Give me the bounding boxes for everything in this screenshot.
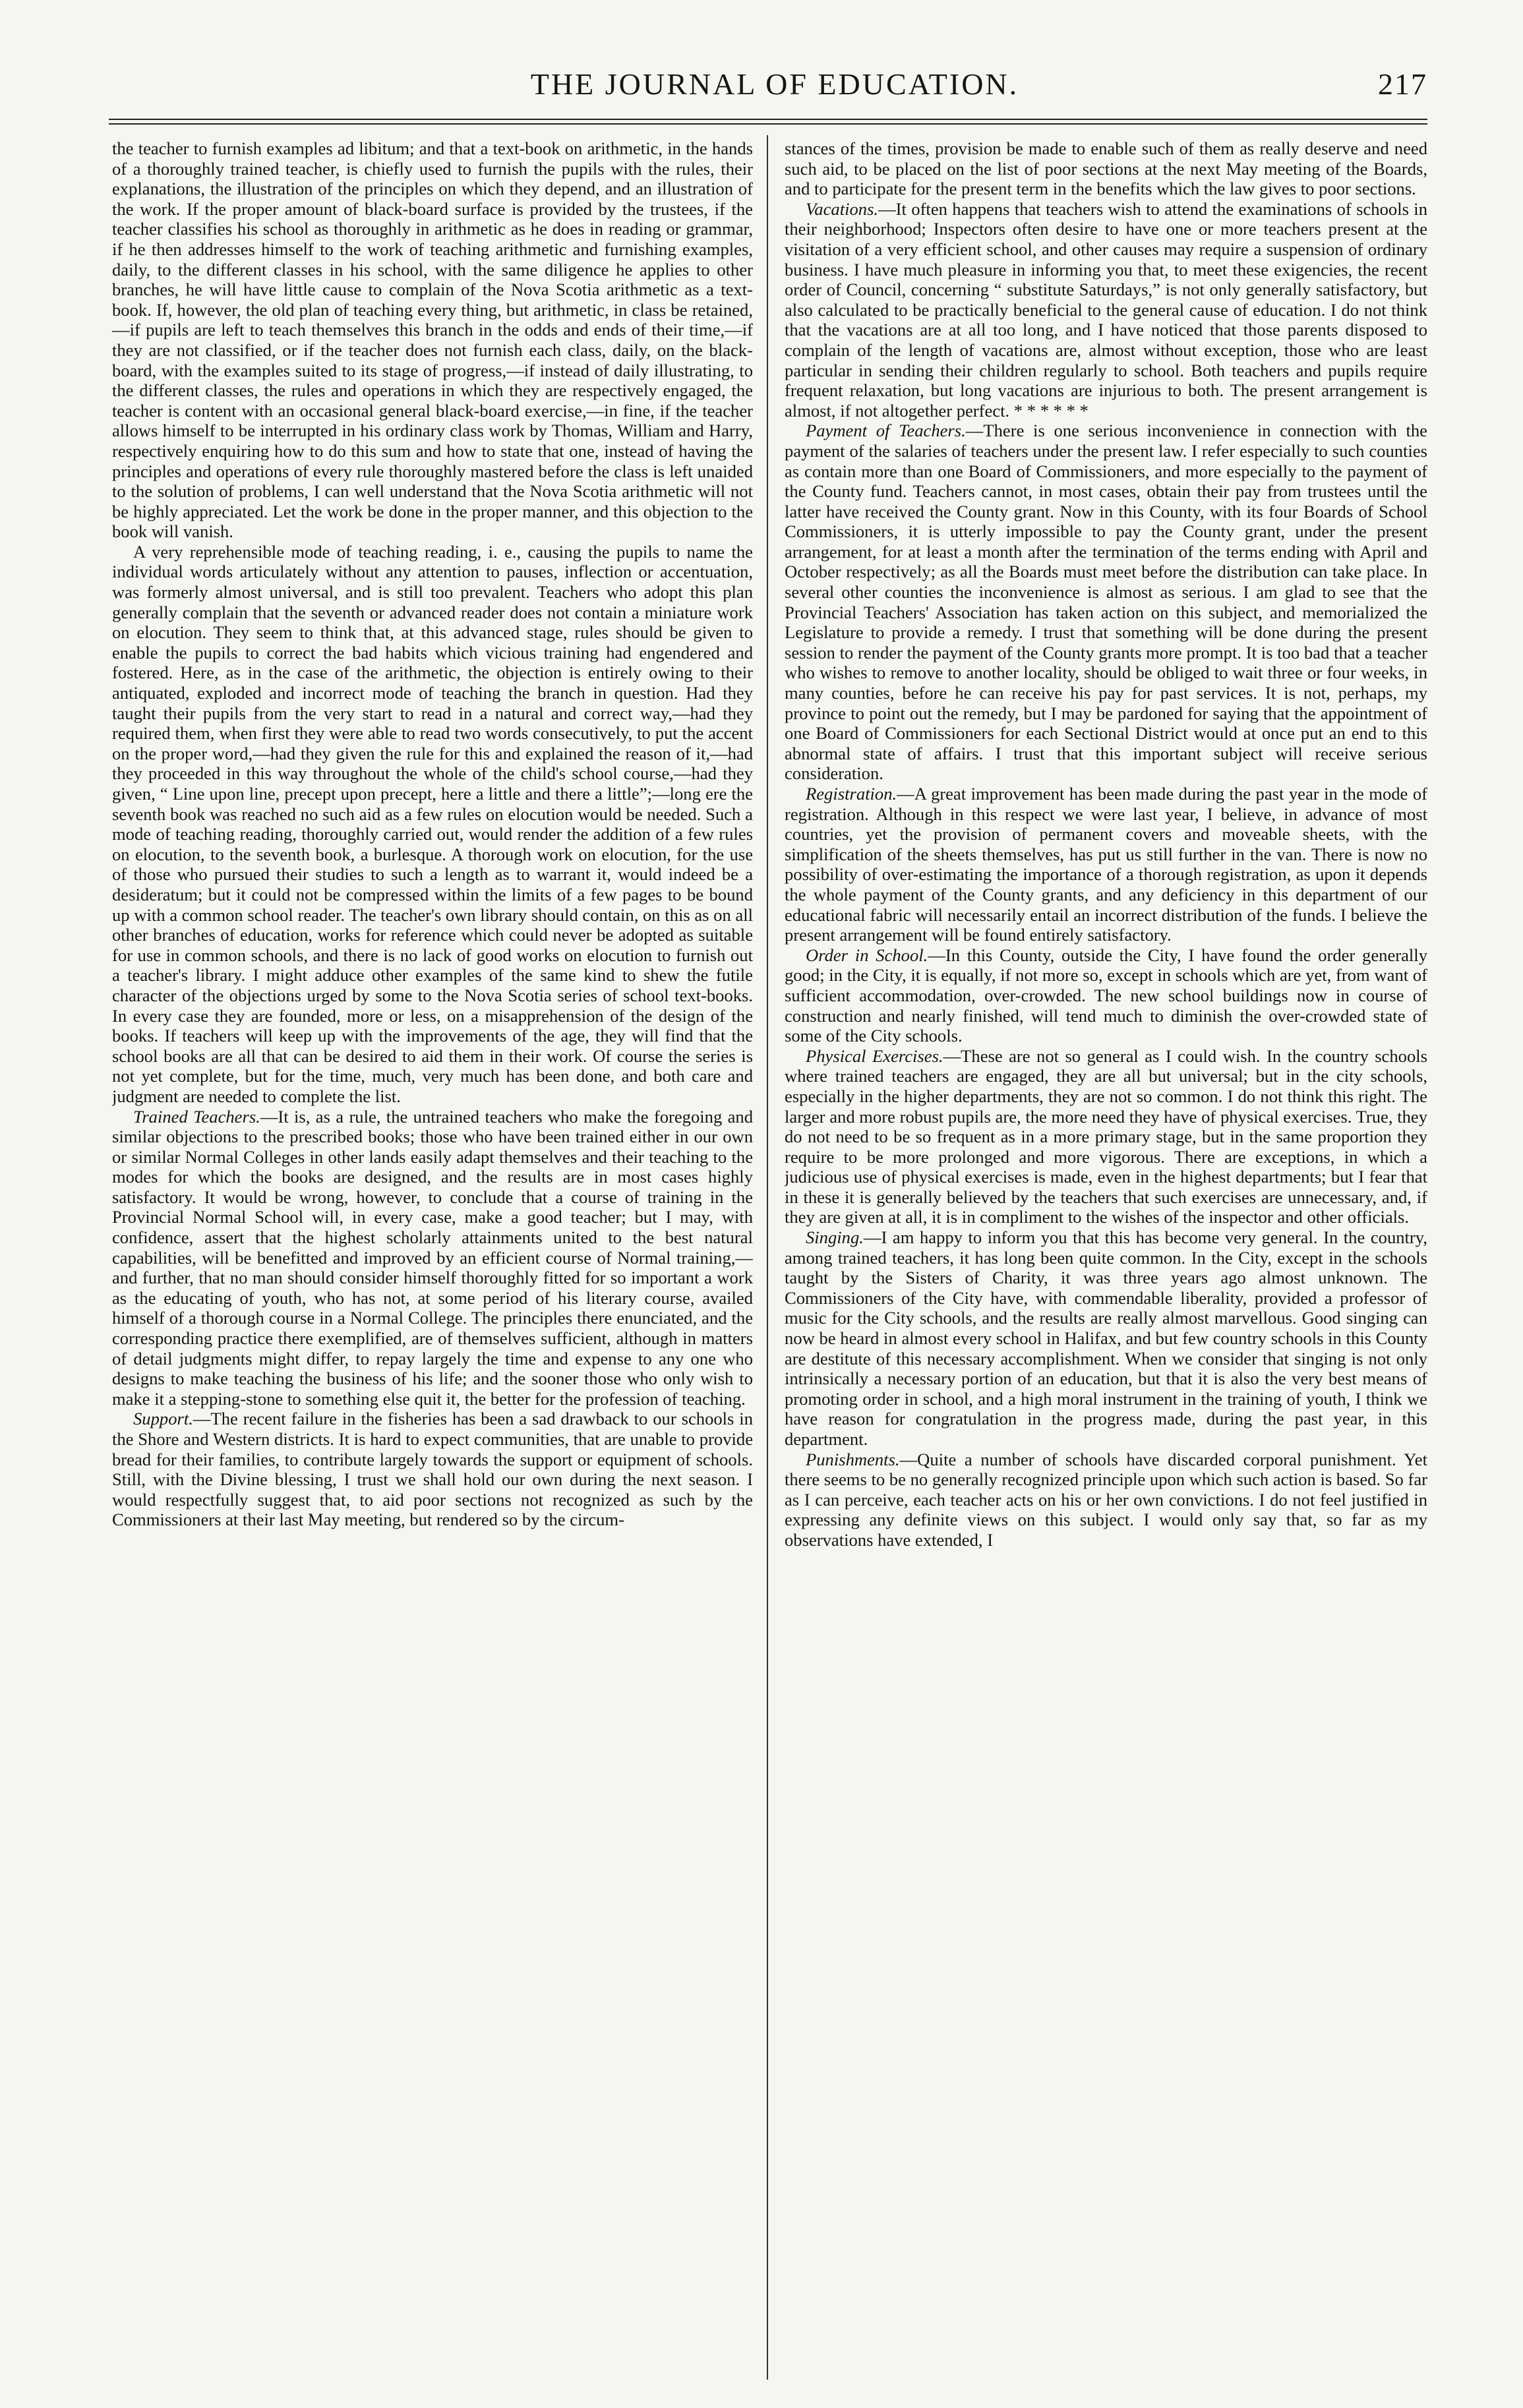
paragraph-heading: Singing. (806, 1227, 864, 1248)
header-rule-bottom (109, 123, 1427, 125)
paragraph-text: A very reprehensible mode of teaching reading, i. e., causing the pupils to name the individual words articulately without any attention to pauses, inflection or accentuation, was formerly almost universal, and is still too prevalent. Teachers who adopt this plan generally complain that the seventh or advanced reader does not contain a miniature work on elocution. They seem to think that, at this advanced stage, rules should be given to enable the pupils to correct the bad habits which vicious training had engendered and fostered. Here, as in the case of the arithmetic, the objection is entirely owing to their antiquated, exploded and incorrect mode of teaching the branch in question. Had they taught their pupils from the very start to read in a natural and correct way,—had they required them, when first they were able to read two words consecutively, to put the accent on the proper word,—had they given the rule for this and explained the reason of it,—had they proceeded in this way throughout the whole of the child's school course,—had they given, “ Line upon line, precept upon precept, here a little and there a little”;—long ere the seventh book was reached no such aid as a few rules on elocution would be needed. Such a mode of teaching reading, thoroughly carried out, would render the addition of a few rules on elocution, to the seventh book, a burlesque. A thorough work on elocution, for the use of those who pursued their studies to such a length as to warrant it, would indeed be a desideratum; but it could not be compressed within the limits of a few pages to be bound up with a common school reader. The teacher's own library should contain, on this as on all other branches of education, works for reference which could never be adopted as suitable for use in common schools, and there is no lack of good works on elocution to furnish out a teacher's library. I might adduce other examples of the same kind to shew the futile character of the objections urged by some to the Nova Scotia series of school text-books. In every case they are founded, more or less, on a misapprehension of the design of the books. If teachers will keep up with the improvements of the age, they will find that the school books are all that can be desired to aid them in their work. Of course the series is not yet complete, but for the time, much, very much has been done, and both care and judgment are needed to complete the list. (112, 541, 753, 1106)
paragraph-heading: Registration. (806, 784, 897, 804)
paragraph-text: stances of the times, provision be made to enable such of them as really deserve and need such aid, to be placed on the list of poor sections at the next May meeting of the Boards, and to participate for the present term in the benefits which the law gives to poor sections. (785, 138, 1427, 199)
paragraph-registration (785, 784, 1427, 945)
paragraph-payment-of-teachers (785, 421, 1427, 784)
paragraph-vacations (785, 199, 1427, 421)
paragraph-text: —Quite a number of schools have discarded corporal punishment. Yet there seems to be no generally recognized principle upon which such action is based. So far as I can perceive, each teacher acts on his or her own convictions. I do not feel justified in expressing any definite views on this subject. I would only say that, so far as my observations have extended, I (785, 1449, 1427, 1550)
paragraph-heading: Vacations. (806, 198, 879, 219)
paragraph-singing (785, 1227, 1427, 1450)
paragraph-heading: Punishments. (806, 1449, 900, 1469)
paragraph-text: the teacher to furnish examples ad libitum; and that a text-book on arithmetic, in the hands of a thoroughly trained teacher, is chiefly used to furnish the pupils with the rules, their explanations, the illustration of the principles on which they depend, and an illustration of the work. If the proper amount of black-board surface is provided by the trustees, if the teacher classifies his school as thoroughly in arithmetic as he does in reading or grammar, if he then addresses himself to the work of teaching arithmetic and furnishing examples, daily, to the different classes in his school, with the same diligence he applies to other branches, he will have little cause to complain of the Nova Scotia arithmetic as a text-book. If, however, the old plan of teaching every thing, but arithmetic, in class be retained,—if pupils are left to teach themselves this branch in the odds and ends of their time,—if they are not classified, or if the teacher does not furnish each class, daily, on the black-board, with the examples suited to its stage of progress,—if instead of daily illustrating, to the different classes, the rules and operations in which they are respectively engaged, the teacher is content with an occasional general black-board exercise,—in fine, if the teacher allows himself to be interrupted in his ordinary class work by Thomas, William and Harry, respectively enquiring how to do this sum and how to state that one, instead of having the principles and operations of every rule thoroughly mastered before the class is left unaided to the solution of problems, I can well understand that the Nova Scotia arithmetic will not be highly appreciated. Let the work be done in the proper manner, and this objection to the book will vanish. (112, 138, 753, 542)
paragraph-order-in-school (785, 945, 1427, 1046)
paragraph-reading (112, 542, 753, 1107)
paragraph-support (112, 1409, 753, 1530)
paragraph-punishments (785, 1450, 1427, 1550)
paragraph-heading: Support. (133, 1409, 193, 1429)
paragraph-physical-exercises (785, 1046, 1427, 1227)
right-column (785, 138, 1427, 2380)
paragraph-trained-teachers (112, 1107, 753, 1409)
paragraph-text: —It is, as a rule, the untrained teachers who make the foregoing and similar objections to the prescribed books; those who have been trained either in our own or similar Normal Colleges in other lands easily adapt themselves and their teaching to the modes for which the books are designed, and the results are in most cases highly satisfactory. It would be wrong, however, to conclude that a course of training in the Provincial Normal School will, in every case, make a good teacher; but I may, with confidence, assert that the highest scholarly attainments united to the best natural capabilities, will be benefitted and improved by an efficient course of Normal training,—and further, that no man should consider himself thoroughly fitted for so important a work as the educating of youth, who has not, at some period of his literary course, availed himself of a thorough course in a Normal College. The principles there enunciated, and the corresponding practice there exemplified, are of themselves sufficient, although in matters of detail judgments might differ, to repay largely the time and expense to any one who designs to make teaching the business of his life; and the sooner those who only wish to make it a stepping-stone to something else quit it, the better for the profession of teaching. (112, 1106, 753, 1409)
paragraph-heading: Trained Teachers. (133, 1106, 260, 1127)
paragraph-text: —In this County, outside the City, I have found the order generally good; in the City, it is equally, if not more so, except in schools which are yet, from want of sufficient accommodation, over-crowded. The new school buildings now in course of construction and nearly finished, will tend much to diminish the over-crowded state of some of the City schools. (785, 945, 1427, 1046)
column-divider (767, 135, 768, 2380)
paragraph-heading: Payment of Teachers. (806, 421, 966, 441)
header-rule-top (109, 119, 1427, 120)
paragraph-continuation (785, 138, 1427, 199)
paragraph-heading: Order in School. (806, 945, 928, 965)
paragraph-heading: Physical Exercises. (806, 1045, 943, 1066)
paragraph-text: —The recent failure in the fisheries has been a sad drawback to our schools in the Shore and Western districts. It is hard to expect communities, that are unable to provide bread for their families, to contribute largely towards the support or equipment of schools. Still, with the Divine blessing, I trust we shall hold our own during the next season. I would respectfully suggest that, to aid poor sections not recognized as such by the Commissioners at their last May meeting, but rendered so by the circum- (112, 1409, 753, 1530)
paragraph-text: —It often happens that teachers wish to attend the examinations of schools in their neighborhood; Inspectors often desire to have one or more teachers present at the visitation of a very efficient school, and other causes may require a suspension of ordinary business. I have much pleasure in informing you that, to meet these exigencies, the recent order of Council, concerning “ substitute Saturdays,” is not only generally satisfactory, but also calculated to be practically beneficial to the general cause of education. I do not think that the vacations are at all too long, and I have noticed that those parents disposed to complain of the length of vacations are, almost without exception, those who are least particular in sending their children regularly to school. Both teachers and pupils require frequent relaxation, but long vacations are injurious to both. The present arrangement is almost, if not altogether perfect. * * * * * * (785, 198, 1427, 421)
paragraph-arithmetic (112, 138, 753, 542)
page-number: 217 (1378, 67, 1427, 101)
paragraph-text: —There is one serious inconvenience in connection with the payment of the salaries of teachers under the present law. I refer especially to such counties as contain more than one Board of Commissioners, and more especially to the payment of the County fund. Teachers cannot, in most cases, obtain their pay from trustees until the latter have received the County grant. Now in this County, with its four Boards of School Commissioners, it is utterly impossible to pay the County grant, under the present arrangement, for at least a month after the termination of the terms ending with April and October respectively; as all the Boards must meet before the distribution can take place. In several other counties the inconvenience is almost as serious. I am glad to see that the Provincial Teachers' Association has taken action on this subject, and memorialized the Legislature to provide a remedy. I trust that something will be done during the present session to render the payment of the County grants more prompt. It is too bad that a teacher who wishes to remove to another locality, should be obliged to wait three or four weeks, in many counties, before he can receive his pay for past services. It is not, perhaps, my province to point out the remedy, but I may be pardoned for saying that the appointment of one Board of Commissioners for each Sectional District would at once put an end to this abnormal state of affairs. I trust that this important subject will receive serious consideration. (785, 421, 1427, 784)
paragraph-text: —These are not so general as I could wish. In the country schools where trained teachers are engaged, they are all but universal; but in the city schools, especially in the higher departments, they are not so common. I do not think this right. The larger and more robust pupils are, the more need they have of physical exercises. True, they do not need to be so frequent as in a more primary stage, but in the same proportion they require to be more prolonged and more vigorous. There are exceptions, in which a judicious use of physical exercises is made, even in the highest departments; but I fear that in these it is generally believed by the teachers that such exercises are unnecessary, and, if they are given at all, it is in compliment to the wishes of the inspector and other officials. (785, 1045, 1427, 1227)
paragraph-text: —A great improvement has been made during the past year in the mode of registration. Although in this respect we were last year, I believe, in advance of most countries, yet the provision of permanent covers and moveable sheets, with the simplification of the sheets themselves, has put us still further in the van. There is now no possibility of over-estimating the importance of a thorough registration, as upon it depends the whole payment of the County grants, and any deficiency in this department of our educational fabric will necessarily entail an incorrect distribution of the funds. I believe the present arrangement will be found entirely satisfactory. (785, 784, 1427, 945)
paragraph-text: —I am happy to inform you that this has become very general. In the country, among trained teachers, it has long been quite common. In the City, except in the schools taught by the Sisters of Charity, it was three years ago almost unknown. The Commissioners of the City have, with commendable liberality, provided a professor of music for the City schools, and the results are really almost marvellous. Good singing can now be heard in almost every school in Halifax, and but few country schools in this County are destitute of this necessary accomplishment. When we consider that singing is not only intrinsically a necessary portion of an education, but that it is also the very best means of promoting order in school, and a high moral instrument in the training of youth, I think we have reason for congratulation in the progress made, during the past year, in this department. (785, 1227, 1427, 1449)
page-header (109, 65, 1427, 113)
left-column (112, 138, 753, 2380)
journal-title: THE JOURNAL OF EDUCATION. (530, 67, 1019, 101)
